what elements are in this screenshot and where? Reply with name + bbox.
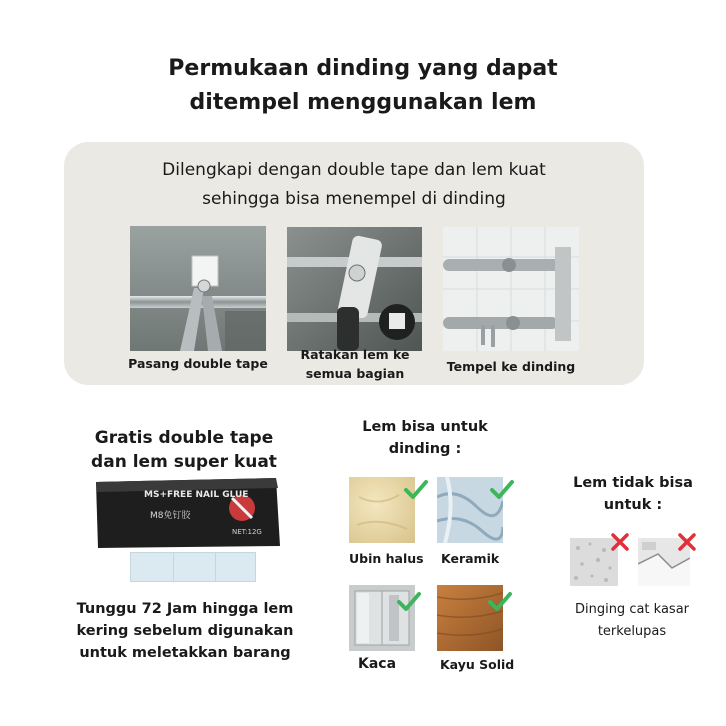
cannot-use-note-line-1: Dinging cat kasar <box>574 602 690 617</box>
gift-title-line-1: Gratis double tape <box>94 428 274 448</box>
check-icon <box>403 478 429 500</box>
can-use-title-line-1: Lem bisa untuk <box>362 419 488 435</box>
cure-time-note <box>60 598 310 664</box>
step-caption-3-line-1: Tempel ke dinding <box>446 359 576 374</box>
glue-package-image <box>92 476 282 550</box>
double-tape-image <box>130 552 256 582</box>
package-brand-text: MS+FREE NAIL GLUE <box>144 490 249 500</box>
gift-title <box>68 426 300 474</box>
step-caption-1-line-1: Pasang double tape <box>128 356 268 371</box>
step-photo-spread-glue <box>287 227 422 351</box>
panel-subtitle-line-2: sehingga bisa menempel di dinding <box>202 189 506 209</box>
package-net-text: NET:12G <box>232 528 262 536</box>
step-caption-2-line-2: semua bagian <box>305 366 405 381</box>
tile-label-keramik: Keramik <box>441 551 500 566</box>
panel-subtitle <box>64 156 644 214</box>
check-icon <box>489 478 515 500</box>
check-icon <box>396 590 422 612</box>
cannot-use-note <box>548 599 716 643</box>
can-use-title-line-2: dinding : <box>388 441 462 457</box>
package-sub-text: M8免钉胶 <box>150 511 191 521</box>
cross-icon <box>677 532 697 552</box>
cannot-use-note-line-2: terkelupas <box>597 624 667 639</box>
cure-note-line-2: kering sebelum digunakan <box>76 623 294 639</box>
step-caption-1 <box>120 354 276 373</box>
cannot-use-title-line-2: untuk : <box>603 497 663 513</box>
tile-label-kaca: Kaca <box>358 656 397 672</box>
step-photo-attach-wall <box>443 227 579 351</box>
cure-note-line-1: Tunggu 72 Jam hingga lem <box>76 601 294 617</box>
tile-label-ubin-halus: Ubin halus <box>349 551 424 566</box>
step-caption-2-line-1: Ratakan lem ke <box>300 347 410 362</box>
cross-icon <box>610 532 630 552</box>
page-title <box>0 52 726 120</box>
title-line-2: ditempel menggunakan lem <box>189 90 537 115</box>
cannot-use-title <box>562 472 704 516</box>
step-caption-3 <box>435 357 587 376</box>
title-line-1: Permukaan dinding yang dapat <box>168 56 558 81</box>
can-use-title <box>340 416 510 460</box>
cannot-use-title-line-1: Lem tidak bisa <box>573 475 693 491</box>
panel-subtitle-line-1: Dilengkapi dengan double tape dan lem kuat <box>162 160 546 180</box>
gift-title-line-2: dan lem super kuat <box>91 452 277 472</box>
cure-note-line-3: untuk meletakkan barang <box>79 645 291 661</box>
step-caption-2 <box>282 345 428 383</box>
step-photo-double-tape <box>130 226 266 351</box>
tile-label-kayu-solid: Kayu Solid <box>440 657 515 672</box>
check-icon <box>487 590 513 612</box>
